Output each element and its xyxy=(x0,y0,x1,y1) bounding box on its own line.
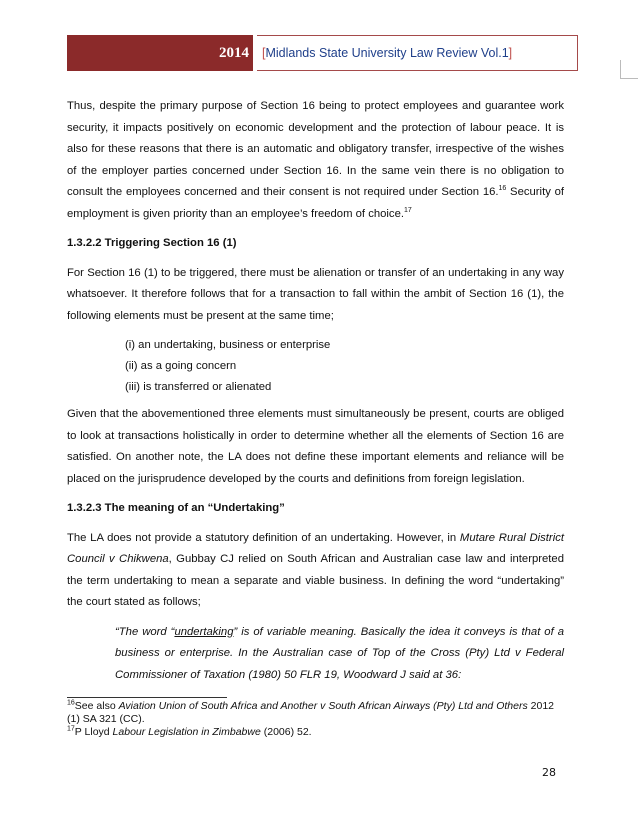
journal-title: Midlands State University Law Review Vol.1 xyxy=(265,46,509,60)
header-year-box xyxy=(67,35,253,71)
header-journal xyxy=(262,46,512,60)
fn17-text-a: P Lloyd xyxy=(74,726,113,738)
list-item: (iii) is transferred or alienated xyxy=(125,381,272,393)
footnote-17 xyxy=(67,726,567,739)
quote-text-a: “The word “ xyxy=(115,625,175,638)
footnote-ref-16: 16 xyxy=(498,185,507,193)
para4-text-a: The LA does not provide a statutory definition of an undertaking. However, in xyxy=(67,531,460,544)
para1-text-a: Thus, despite the primary purpose of Section 16 being to protect employees and guarantee work security, it impacts positively on economic development and the protection of labour peace. It is also for these reasons that there is an automatic and obligatory transfer, irrespective of the wishes of the employer parties concerned under Section 16. In the same vein there is no obligation to consult the employees concerned and their consent is not required under Section 16. xyxy=(67,100,564,198)
list-item: (i) an undertaking, business or enterprise xyxy=(125,339,331,351)
quote-text-b: ” is of variable meaning. Basically the idea it conveys is that of a business or enterprise. In the Australian case of Top of the Cross (Pty) Ltd v Federal Commissioner of Taxation (1980) 50 FLR 19 xyxy=(115,625,564,681)
footnote-num-17: 17 xyxy=(67,725,75,733)
bracket-close: ] xyxy=(508,46,513,60)
quote-underlined: undertaking xyxy=(174,625,234,638)
list-item: (ii) as a going concern xyxy=(125,360,237,372)
fn16-text-b: 2012 (1) SA 321 (CC). xyxy=(67,700,554,725)
footnotes xyxy=(67,700,567,739)
block-quote xyxy=(115,622,564,687)
para1-text-b: Security of employment is given priority than an employee’s freedom of choice. xyxy=(67,186,564,220)
section-heading-1: 1.3.2.2 Triggering Section 16 (1) xyxy=(67,237,237,249)
page-number: 28 xyxy=(542,766,556,779)
paragraph-4 xyxy=(67,528,564,614)
paragraph-3: Given that the abovementioned three elements must simultaneously be present, courts are obliged to look at transactions holistically in order to determine whether all the elements of Section 16 are satisfied. On another note, the LA does not define these important elements and reliance will be placed on the jurisprudence developed by the courts and definitions from foreign legislation. xyxy=(67,408,564,485)
running-header xyxy=(67,35,578,71)
case-name: Mutare Rural District Council v Chikwena xyxy=(67,531,564,565)
footnote-num-16: 16 xyxy=(67,699,75,707)
fn17-text-b: (2006) 52. xyxy=(260,726,312,738)
bracket-open: [ xyxy=(262,46,266,60)
footnote-ref-17: 17 xyxy=(404,206,412,214)
element-list xyxy=(125,335,564,398)
page-body xyxy=(67,96,564,686)
paragraph-1 xyxy=(67,96,564,225)
paragraph-2: For Section 16 (1) to be triggered, there must be alienation or transfer of an undertaking in any way whatsoever. It therefore follows that for a transaction to fall within the ambit of Section 16 (1), the following elements must be present at the same time; xyxy=(67,266,564,322)
footnote-rule xyxy=(67,697,227,698)
section-heading-2: 1.3.2.3 The meaning of an “Undertaking” xyxy=(67,502,285,514)
quote-text-c: , Woodward J said at 36: xyxy=(336,668,462,681)
corner-mark xyxy=(620,60,638,79)
header-year: 2014 xyxy=(219,45,249,61)
para4-text-b: , Gubbay CJ relied on South African and Australian case law and interpreted the term undertaking to mean a separate and viable business. In defining the word “undertaking” the court stated as follows; xyxy=(67,553,564,608)
fn16-text-a: See also xyxy=(74,700,119,712)
footnote-16 xyxy=(67,700,567,726)
fn17-book: Labour Legislation in Zimbabwe xyxy=(112,726,261,738)
fn16-case: Aviation Union of South Africa and Another v South African Airways (Pty) Ltd and Others xyxy=(118,700,528,712)
